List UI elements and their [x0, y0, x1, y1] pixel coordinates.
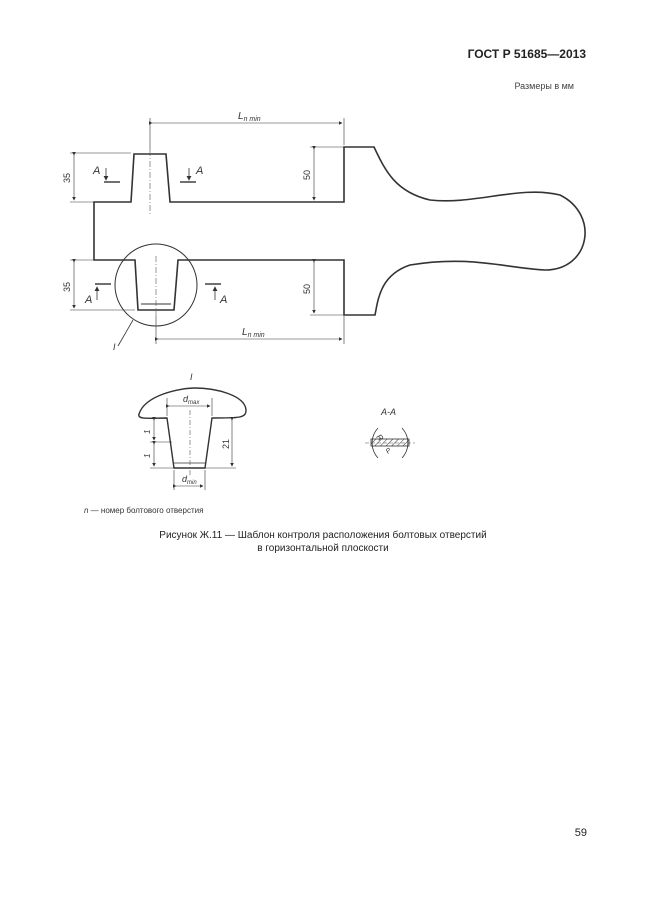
dim-l-top-sub: n min: [243, 116, 261, 123]
dmax-label: d: [183, 394, 189, 404]
units-note: Размеры в мм: [514, 81, 574, 91]
section-mark-a3: A: [85, 294, 93, 306]
section-r: R: [374, 432, 386, 443]
svg-text:Ln min: [238, 111, 261, 123]
dmin-sub: min: [187, 480, 197, 486]
section-mark-a2: A: [196, 165, 204, 177]
dim-l-top-label: L: [238, 111, 244, 122]
svg-text:P: [385, 447, 393, 456]
svg-text:Ln min: [242, 327, 265, 339]
legend-symbol: n: [84, 506, 89, 515]
detail-label: I: [190, 372, 193, 382]
standard-header: ГОСТ Р 51685—2013: [467, 47, 586, 61]
dim-l-bottom: [156, 316, 344, 344]
dim-21: 21: [221, 438, 231, 449]
caption-line-2: в горизонтальной плоскости: [257, 543, 389, 554]
caption-line-1: Рисунок Ж.11 — Шаблон контроля расположения болтовых отверстий: [159, 530, 487, 541]
dim-35-top: 35: [62, 172, 72, 183]
dim-50-top: 50: [302, 169, 312, 180]
figure-caption: [0, 529, 646, 555]
section-r-sub: P: [384, 447, 393, 456]
dim-l-bottom-label: L: [242, 327, 248, 338]
dim-35-bottom: 35: [62, 281, 72, 292]
dim-1-top: 1: [143, 429, 152, 434]
section-title: A-A: [381, 407, 397, 417]
template-outline: [94, 147, 585, 315]
dim-50-bottom: 50: [302, 283, 312, 294]
section-mark-a1: A: [93, 165, 101, 177]
section-mark-a4: A: [220, 294, 228, 306]
dim-l-bottom-sub: n min: [247, 332, 265, 339]
dim-1-bottom: 1: [143, 453, 152, 458]
svg-text:dmax: [183, 394, 200, 406]
legend-text: — номер болтового отверстия: [88, 506, 204, 515]
legend: [84, 506, 203, 515]
svg-text:dmin: [182, 474, 197, 486]
detail-mark: I: [113, 342, 116, 352]
page-number: 59: [574, 827, 587, 839]
dmin-label: d: [182, 474, 188, 484]
dmax-sub: max: [188, 400, 200, 406]
